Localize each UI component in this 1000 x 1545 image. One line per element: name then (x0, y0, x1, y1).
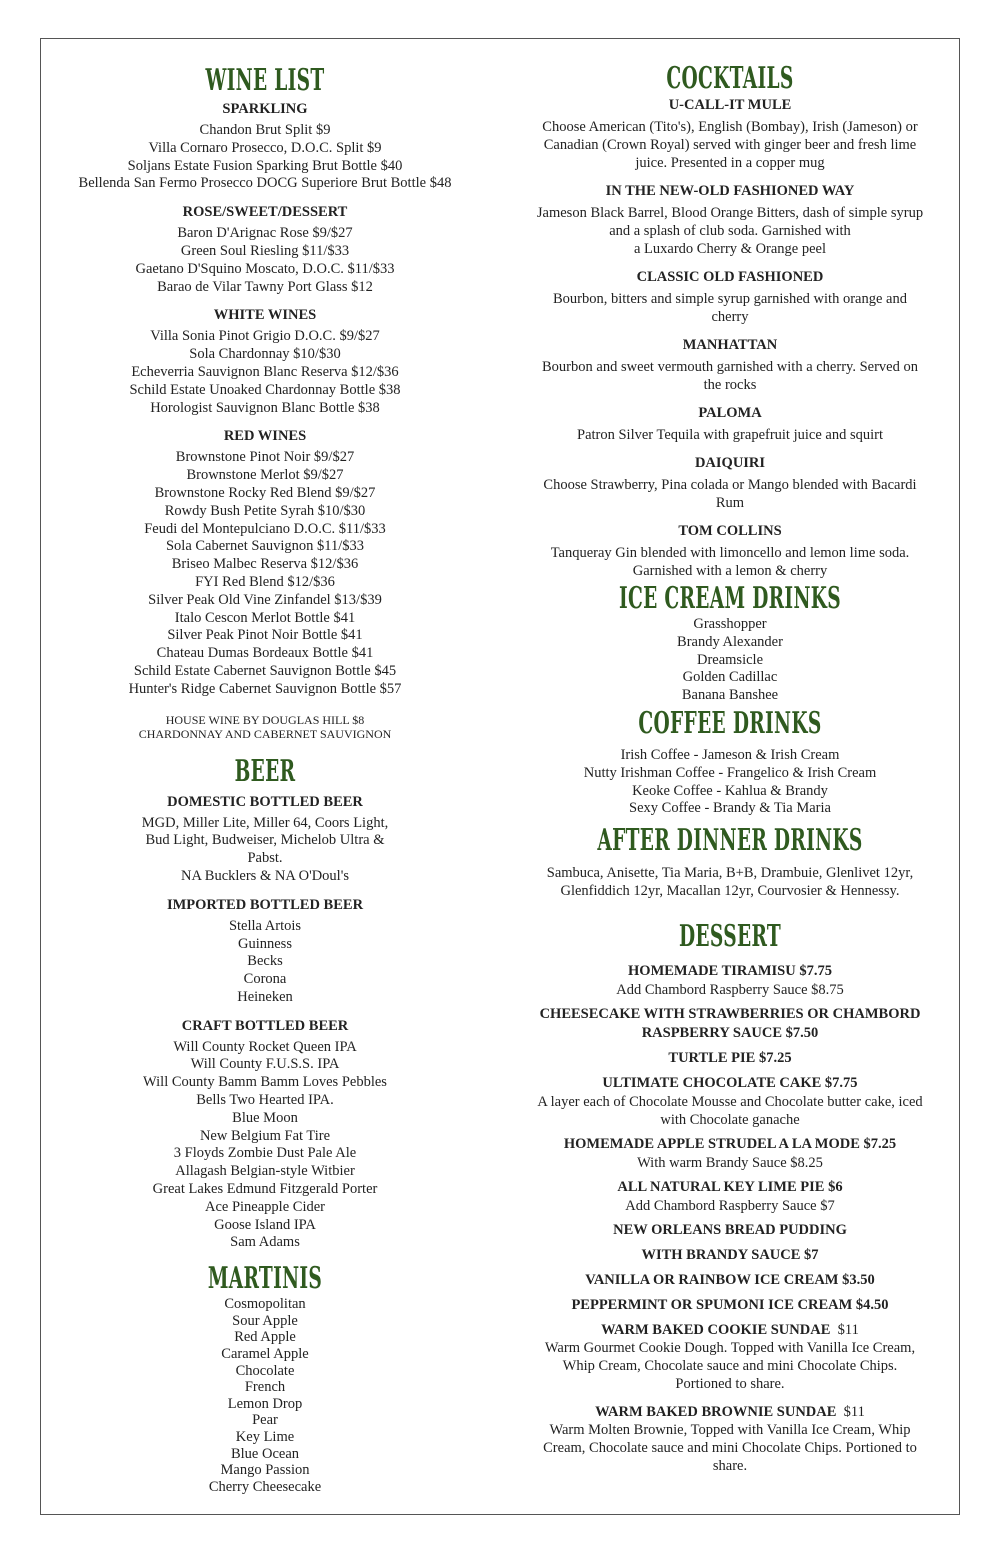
list-item: Brownstone Merlot $9/$27 (186, 467, 344, 484)
beer-title: BEER (234, 753, 296, 789)
cocktail-description: Patron Silver Tequila with grapefruit juice and squirt (577, 427, 883, 443)
list-item: Blue Ocean (230, 1445, 300, 1462)
list-item: Becks (247, 953, 283, 970)
list-item: Chocolate (235, 1362, 295, 1379)
rose-heading: ROSE/SWEET/DESSERT (182, 204, 348, 221)
domestic-beer-list (58, 815, 472, 886)
list-item: NA Bucklers & NA O'Doul's (181, 867, 349, 884)
sparkling-heading: SPARKLING (222, 101, 308, 117)
list-item: Key Lime (235, 1429, 295, 1445)
cocktail-name: TOM COLLINS (678, 523, 782, 539)
dessert-name: WARM BAKED COOKIE SUNDAE (601, 1322, 831, 1339)
cocktail-name: DAIQUIRI (694, 455, 766, 471)
cocktail-description: Rum (715, 495, 745, 511)
list-item: 3 Floyds Zombie Dust Pale Ale (173, 1145, 357, 1162)
list-item: Bells Two Hearted IPA. (196, 1092, 334, 1109)
left-column (58, 64, 472, 1495)
domestic-beer-heading: DOMESTIC BOTTLED BEER (167, 793, 363, 810)
list-item: Pabst. (247, 850, 283, 867)
cocktail-description: Bourbon, bitters and simple syrup garnished with orange and (553, 291, 907, 307)
dessert-name: ULTIMATE CHOCOLATE CAKE $7.75 (602, 1075, 858, 1092)
list-item: Cherry Cheesecake (208, 1478, 322, 1495)
list-item: Silver Peak Pinot Noir Bottle $41 (167, 627, 363, 644)
cocktail-description: Garnished with a lemon & cherry (632, 563, 828, 579)
list-item: Hunter's Ridge Cabernet Sauvignon Bottle $57 (128, 680, 402, 697)
dessert-name: RASPBERRY SAUCE $7.50 (641, 1025, 819, 1042)
list-item: Sola Chardonnay $10/$30 (189, 346, 341, 363)
cocktail-name: MANHATTAN (682, 337, 778, 353)
list-item: Schild Estate Unoaked Chardonnay Bottle $38 (129, 381, 401, 398)
house-wine-varieties: CHARDONNAY AND CABERNET SAUVIGNON (138, 726, 392, 741)
dessert-name: WARM BAKED BROWNIE SUNDAE (595, 1404, 837, 1421)
list-item: Banana Banshee (681, 687, 779, 704)
dessert-description: With warm Brandy Sauce $8.25 (637, 1155, 823, 1172)
dessert-name: VANILLA OR RAINBOW ICE CREAM $3.50 (585, 1272, 875, 1289)
imported-beer-heading: IMPORTED BOTTLED BEER (166, 896, 364, 913)
list-item: Dreamsicle (696, 651, 764, 668)
cocktail-name: U-CALL-IT MULE (668, 97, 792, 113)
ice-cream-drinks-list (505, 616, 955, 705)
dessert-description: Add Chambord Raspberry Sauce $8.75 (616, 982, 844, 999)
list-item: Mango Passion (220, 1462, 310, 1479)
list-item: Golden Cadillac (682, 669, 778, 686)
sparkling-list (58, 122, 472, 193)
craft-beer-heading: CRAFT BOTTLED BEER (181, 1017, 349, 1034)
craft-beer-list (58, 1039, 472, 1253)
list-item: Will County F.U.S.S. IPA (190, 1056, 340, 1073)
list-item: Will County Bamm Bamm Loves Pebbles (143, 1074, 387, 1091)
martinis-list (58, 1296, 472, 1495)
cocktail-description: Choose Strawberry, Pina colada or Mango blended with Bacardi (543, 477, 917, 493)
list-item: Nutty Irishman Coffee - Frangelico & Irish Cream (583, 764, 877, 781)
list-item: Soljans Estate Fusion Sparking Brut Bottle $40 (127, 157, 403, 174)
list-item: New Belgium Fat Tire (199, 1127, 331, 1144)
list-item: Barao de Vilar Tawny Port Glass $12 (157, 278, 373, 295)
list-item: Brownstone Pinot Noir $9/$27 (175, 449, 355, 466)
dessert-name: WITH BRANDY SAUCE $7 (641, 1247, 819, 1264)
house-wine-line: HOUSE WINE BY DOUGLAS HILL $8 (165, 712, 365, 727)
list-item: Sexy Coffee - Brandy & Tia Maria (629, 800, 831, 817)
list-item: Chandon Brut Split $9 (199, 122, 331, 138)
cocktail-description: cherry (711, 309, 749, 325)
list-item: Rowdy Bush Petite Syrah $10/$30 (164, 502, 366, 519)
red-wines-heading: RED WINES (223, 428, 307, 445)
ice-cream-drinks-title: ICE CREAM DRINKS (619, 581, 841, 616)
list-item: Allagash Belgian-style Witbier (175, 1163, 355, 1180)
list-item: Will County Rocket Queen IPA (173, 1038, 357, 1055)
dessert-description: Warm Gourmet Cookie Dough. Topped with Vanilla Ice Cream, (544, 1340, 916, 1357)
dessert-description: share. (712, 1458, 748, 1475)
dessert-name: PEPPERMINT OR SPUMONI ICE CREAM $4.50 (571, 1297, 889, 1314)
list-item: Brownstone Rocky Red Blend $9/$27 (154, 484, 376, 501)
white-wines-heading: WHITE WINES (213, 307, 317, 324)
list-item: Grasshopper (693, 616, 767, 632)
list-item: Guinness (238, 935, 292, 952)
cocktail-description: juice. Presented in a copper mug (635, 155, 825, 171)
list-item: Bellenda San Fermo Prosecco DOCG Superiore Brut Bottle $48 (78, 175, 452, 192)
list-item: Blue Moon (232, 1109, 298, 1126)
list-item: Sam Adams (230, 1234, 300, 1251)
after-dinner-description: Sambuca, Anisette, Tia Maria, B+B, Drambuie, Glenlivet 12yr, (546, 865, 914, 882)
dessert-title: DESSERT (678, 919, 782, 955)
rose-list (58, 225, 472, 296)
dessert-price: $11 (837, 1322, 859, 1339)
list-item: Gaetano D'Squino Moscato, D.O.C. $11/$33 (135, 260, 395, 277)
list-item: Red Apple (234, 1329, 296, 1346)
list-item: Sour Apple (232, 1312, 298, 1329)
list-item: Caramel Apple (221, 1346, 309, 1363)
dessert-description: Add Chambord Raspberry Sauce $7 (625, 1198, 835, 1215)
dessert-description: Whip Cream, Chocolate sauce and mini Chocolate Chips. (562, 1358, 898, 1375)
list-item: Echeverria Sauvignon Blanc Reserva $12/$36 (131, 363, 399, 380)
list-item: Cosmopolitan (224, 1296, 306, 1313)
dessert-description: Portioned to share. (675, 1376, 785, 1393)
list-item: Bud Light, Budweiser, Michelob Ultra & (145, 832, 385, 849)
list-item: Villa Sonia Pinot Grigio D.O.C. $9/$27 (150, 328, 380, 345)
list-item: MGD, Miller Lite, Miller 64, Coors Light, (141, 814, 389, 831)
list-item: Villa Cornaro Prosecco, D.O.C. Split $9 (148, 139, 382, 156)
list-item: Schild Estate Cabernet Sauvignon Bottle $45 (133, 662, 397, 679)
dessert-name: TURTLE PIE $7.25 (668, 1050, 792, 1067)
cocktail-name: CLASSIC OLD FASHIONED (636, 269, 824, 285)
dessert-description: Warm Molten Brownie, Topped with Vanilla Ice Cream, Whip (549, 1422, 911, 1439)
list-item: Pear (252, 1412, 278, 1429)
dessert-name: NEW ORLEANS BREAD PUDDING (613, 1222, 847, 1239)
list-item: FYI Red Blend $12/$36 (195, 573, 335, 590)
coffee-drinks-list (505, 747, 955, 818)
list-item: Great Lakes Edmund Fitzgerald Porter (152, 1181, 378, 1198)
list-item: Corona (243, 971, 287, 988)
right-column (505, 62, 955, 1475)
list-item: Keoke Coffee - Kahlua & Brandy (632, 782, 828, 799)
list-item: Brandy Alexander (677, 633, 783, 650)
dessert-description: Cream, Chocolate sauce and mini Chocolate Chips. Portioned to (543, 1440, 917, 1457)
list-item: Briseo Malbec Reserva $12/$36 (171, 556, 359, 573)
dessert-description: A layer each of Chocolate Mousse and Chocolate butter cake, iced (537, 1094, 923, 1111)
dessert-price: $11 (843, 1404, 865, 1421)
dessert-name: ALL NATURAL KEY LIME PIE $6 (617, 1179, 843, 1196)
martinis-title: MARTINIS (207, 1261, 323, 1297)
list-item: Heineken (237, 988, 293, 1005)
red-wines-list (58, 449, 472, 698)
coffee-drinks-title: COFFEE DRINKS (638, 705, 822, 741)
list-item: Lemon Drop (227, 1395, 303, 1412)
list-item: Italo Cescon Merlot Bottle $41 (174, 609, 356, 626)
cocktail-description: Tanqueray Gin blended with limoncello and lemon lime soda. (550, 545, 910, 561)
list-item: Chateau Dumas Bordeaux Bottle $41 (156, 645, 374, 662)
list-item: French (244, 1379, 286, 1396)
cocktail-name: PALOMA (698, 405, 762, 421)
brownie-sundae-heading (505, 1403, 955, 1421)
cocktail-description: and a splash of club soda. Garnished with (609, 223, 851, 239)
dessert-name: HOMEMADE APPLE STRUDEL A LA MODE $7.25 (563, 1136, 897, 1153)
cocktails-title: COCKTAILS (666, 61, 794, 96)
cocktail-description: Choose American (Tito's), English (Bombay), Irish (Jameson) or (542, 119, 918, 135)
list-item: Stella Artois (228, 917, 302, 934)
list-item: Horologist Sauvignon Blanc Bottle $38 (150, 399, 380, 416)
imported-beer-list (58, 918, 472, 1007)
list-item: Green Soul Riesling $11/$33 (180, 242, 350, 259)
after-dinner-description: Glenfiddich 12yr, Macallan 12yr, Courvosier & Hennessy. (560, 883, 900, 900)
cocktail-description: the rocks (703, 377, 757, 393)
dessert-name: CHEESECAKE WITH STRAWBERRIES OR CHAMBORD (539, 1006, 921, 1023)
cocktail-description: Jameson Black Barrel, Blood Orange Bitters, dash of simple syrup (536, 205, 924, 221)
list-item: Goose Island IPA (214, 1216, 316, 1233)
list-item: Silver Peak Old Vine Zinfandel $13/$39 (148, 591, 382, 608)
list-item: Feudi del Montepulciano D.O.C. $11/$33 (144, 520, 386, 537)
wine-list-title: WINE LIST (205, 63, 325, 98)
cocktail-name: IN THE NEW-OLD FASHIONED WAY (605, 183, 855, 199)
cocktail-description: a Luxardo Cherry & Orange peel (633, 241, 827, 257)
after-dinner-drinks-title: AFTER DINNER DRINKS (597, 823, 863, 859)
cocktail-description: Canadian (Crown Royal) served with ginger beer and fresh lime (543, 137, 917, 153)
list-item: Baron D'Arignac Rose $9/$27 (177, 225, 353, 242)
cocktail-description: Bourbon and sweet vermouth garnished with a cherry. Served on (542, 359, 918, 375)
list-item: Sola Cabernet Sauvignon $11/$33 (165, 538, 364, 555)
dessert-description: with Chocolate ganache (660, 1112, 800, 1129)
dessert-name: HOMEMADE TIRAMISU $7.75 (628, 963, 832, 980)
list-item: Ace Pineapple Cider (205, 1198, 325, 1215)
list-item: Irish Coffee - Jameson & Irish Cream (620, 746, 840, 763)
white-wines-list (58, 328, 472, 417)
cookie-sundae-heading (505, 1321, 955, 1339)
